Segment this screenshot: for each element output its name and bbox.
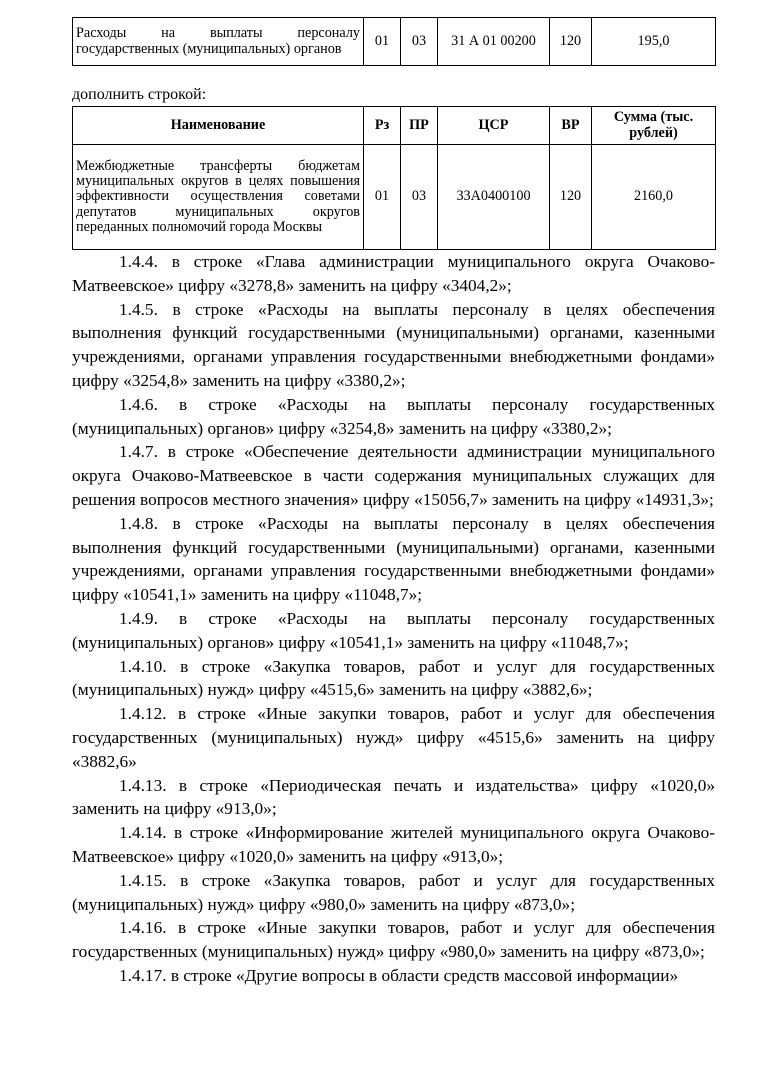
paragraph-1-4-14: 1.4.14. в строке «Информирование жителей муниципального округа Очаково-Матвеевское» цифру «1020,0» заменить на цифру «913,0»;: [72, 823, 715, 866]
paragraph-1-4-13: 1.4.13. в строке «Периодическая печать и издательства» цифру «1020,0» заменить на цифру «913,0»;: [72, 775, 715, 819]
row-csr: 31 А 01 00200: [438, 18, 550, 66]
row-pr: 03: [401, 18, 438, 66]
paragraph-1-4-4: 1.4.4. в строке «Глава администрации муниципального округа Очаково-Матвеевское» цифру «3278,8» заменить на цифру «3404,2»;: [72, 252, 715, 295]
row-sum: 195,0: [592, 18, 716, 66]
add-row-instruction: дополнить строкой:: [72, 86, 207, 103]
row-csr: 33А0400100: [438, 145, 550, 250]
row-vr: 120: [550, 18, 592, 66]
amendment-list: [72, 250, 715, 988]
paragraph-1-4-15: 1.4.15. в строке «Закупка товаров, работ и услуг для государственных (муниципальных) нужд» цифру «980,0» заменить на цифру «873,0»;: [72, 870, 715, 914]
paragraph-1-4-5: 1.4.5. в строке «Расходы на выплаты персоналу в целях обеспечения выполнения функций государственными (муниципальными) органами, казенными учреждениями, органами управления государственными внебюджетными фондами» цифру «3254,8» заменить на цифру «3380,2»;: [72, 299, 715, 390]
paragraph-1-4-9: 1.4.9. в строке «Расходы на выплаты персоналу государственных (муниципальных) органов» цифру «10541,1» заменить на цифру «11048,7»;: [72, 608, 715, 652]
paragraph-1-4-6: 1.4.6. в строке «Расходы на выплаты персоналу государственных (муниципальных) органов» цифру «3254,8» заменить на цифру «3380,2»;: [72, 394, 715, 438]
row-vr: 120: [550, 145, 592, 250]
row-rz: 01: [364, 18, 401, 66]
paragraph-1-4-8: 1.4.8. в строке «Расходы на выплаты персоналу в целях обеспечения выполнения функций государственными (муниципальными) органами, казенными учреждениями, органами управления государственными внебюджетными фондами» цифру «10541,1» заменить на цифру «11048,7»;: [72, 513, 715, 605]
table-header-row: [73, 107, 716, 145]
paragraph-1-4-10: 1.4.10. в строке «Закупка товаров, работ и услуг для государственных (муниципальных) нужд» цифру «4515,6» заменить на цифру «3882,6»;: [72, 656, 715, 700]
header-pr: ПР: [401, 107, 438, 145]
budget-table-new-row: [72, 106, 716, 250]
row-name: Межбюджетные трансферты бюджетам муниципальных округов в целях повышения эффективности осуществления советами депутатов муниципальных округов переданных полномочий города Москвы: [73, 145, 364, 250]
header-rz: Рз: [364, 107, 401, 145]
paragraph-1-4-12: 1.4.12. в строке «Иные закупки товаров, работ и услуг для обеспечения государственных (муниципальных) нужд» цифру «4515,6» заменить на цифру «3882,6»: [72, 704, 715, 771]
header-sum: Сумма (тыс. рублей): [592, 107, 716, 145]
budget-table-existing: [72, 17, 716, 66]
header-csr: ЦСР: [438, 107, 550, 145]
table-row: [73, 145, 716, 250]
header-vr: ВР: [550, 107, 592, 145]
row-rz: 01: [364, 145, 401, 250]
row-pr: 03: [401, 145, 438, 250]
table-row: [73, 18, 716, 66]
paragraph-1-4-7: 1.4.7. в строке «Обеспечение деятельности администрации муниципального округа Очаково-Матвеевское в части содержания муниципальных служащих для решения вопросов местного значения» цифру «15056,7» заменить на цифру «14931,3»;: [72, 442, 715, 509]
row-sum: 2160,0: [592, 145, 716, 250]
paragraph-1-4-16: 1.4.16. в строке «Иные закупки товаров, работ и услуг для обеспечения государственных (муниципальных) нужд» цифру «980,0» заменить на цифру «873,0»;: [72, 918, 715, 962]
header-name: Наименование: [73, 107, 364, 145]
paragraph-1-4-17: 1.4.17. в строке «Другие вопросы в области средств массовой информации»: [119, 965, 679, 985]
row-name: Расходы на выплаты персоналу государственных (муниципальных) органов: [73, 18, 364, 66]
